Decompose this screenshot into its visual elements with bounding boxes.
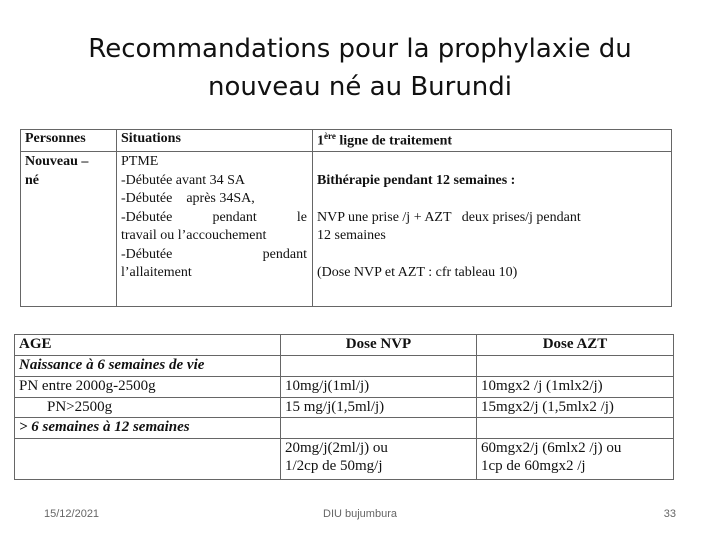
situation-after-34sa (121, 190, 308, 209)
dose-azt-line-1: 60mgx2/j (6mlx2 /j) ou (481, 440, 622, 457)
section-row-birth-6w (15, 355, 674, 376)
person-cell (21, 152, 117, 307)
section-6-to-12-weeks: > 6 semaines à 12 semaines (15, 418, 281, 439)
dose-nvp-value: 15 mg/j(1,5ml/j) (281, 397, 477, 418)
treatment-cell (313, 152, 672, 307)
dose-nvp-value (281, 439, 477, 480)
situation-bf-a: -Débutée (121, 246, 173, 262)
person-line-2: né (25, 172, 39, 188)
footer-date: 15/12/2021 (44, 508, 100, 520)
situation-bf-b: pendant (262, 246, 307, 262)
situation-labour-a: -Débutée (121, 209, 173, 225)
header-treatment-line (313, 130, 672, 152)
situation-during-breastfeeding (121, 246, 308, 265)
dose-nvp-value: 10mg/j(1ml/j) (281, 376, 477, 397)
person-line-1: Nouveau – (25, 154, 89, 169)
dose-azt-value: 10mgx2 /j (1mlx2/j) (477, 376, 674, 397)
treatment-bitherapy: Bithérapie pendant 12 semaines : (317, 172, 516, 188)
slide-title (40, 30, 680, 106)
table-row (15, 376, 674, 397)
treatment-dose-ref: (Dose NVP et AZT : cfr tableau 10) (317, 265, 518, 280)
situation-labour-cont: travail ou l’accouchement (121, 228, 267, 243)
age-pn-over-2500: PN>2500g (15, 397, 281, 418)
section-birth-to-6-weeks: Naissance à 6 semaines de vie (15, 355, 281, 376)
table-row (15, 439, 674, 480)
empty-cell (281, 355, 477, 376)
newborn-dose-table (14, 334, 674, 480)
dose-azt-value (477, 439, 674, 480)
footer-center-text: DIU bujumbura (323, 508, 397, 520)
treatment-nvp: NVP une prise /j + AZT (317, 209, 452, 225)
situation-labour-c: le (296, 209, 307, 225)
header-personnes: Personnes (21, 130, 117, 152)
dose-azt-value: 15mgx2/j (1,5mlx2 /j) (477, 397, 674, 418)
situation-labour-b: pendant (212, 209, 257, 225)
treatment-spacer (317, 153, 667, 172)
section-row-6w-12w (15, 418, 674, 439)
header-dose-nvp: Dose NVP (281, 335, 477, 356)
table1-header-row (21, 130, 672, 152)
situation-after-34sa-a: -Débutée (121, 191, 173, 206)
dose-azt-line-2: 1cp de 60mgx2 /j (481, 458, 586, 475)
header-dose-azt: Dose AZT (477, 335, 674, 356)
treatment-nvp-azt (317, 209, 667, 228)
empty-cell (281, 418, 477, 439)
empty-cell (477, 418, 674, 439)
situation-during-labour (121, 209, 308, 228)
empty-cell (477, 355, 674, 376)
situation-after-34sa-b: après 34SA, (186, 191, 255, 206)
title-line-2: nouveau né au Burundi (207, 72, 513, 102)
header-treatment-ordinal: 1 (317, 133, 324, 149)
header-age: AGE (15, 335, 281, 356)
treatment-spacer-3 (317, 246, 667, 265)
situation-breastfeeding-cont: l’allaitement (121, 265, 192, 280)
header-treatment-label: ligne de traitement (335, 133, 453, 149)
treatment-spacer-2 (317, 190, 667, 209)
header-treatment-sup: ère (324, 131, 336, 141)
treatment-duration: 12 semaines (317, 228, 386, 243)
dose-nvp-line-1: 20mg/j(2ml/j) ou (285, 440, 388, 457)
table1-body-row (21, 152, 672, 307)
title-line-1: Recommandations pour la prophylaxie du (88, 34, 632, 64)
age-pn-2000-2500: PN entre 2000g-2500g (15, 376, 281, 397)
empty-cell (15, 439, 281, 480)
prophylaxis-situations-table (20, 129, 672, 307)
header-situations: Situations (117, 130, 313, 152)
dose-nvp-line-2: 1/2cp de 50mg/j (285, 458, 383, 475)
situations-cell (117, 152, 313, 307)
situation-ptme: PTME (121, 154, 159, 169)
footer-page-number: 33 (663, 508, 676, 520)
situation-before-34sa: -Débutée avant 34 SA (121, 172, 246, 188)
treatment-azt: deux prises/j pendant (451, 209, 581, 225)
table-row (15, 397, 674, 418)
table2-header-row (15, 335, 674, 356)
